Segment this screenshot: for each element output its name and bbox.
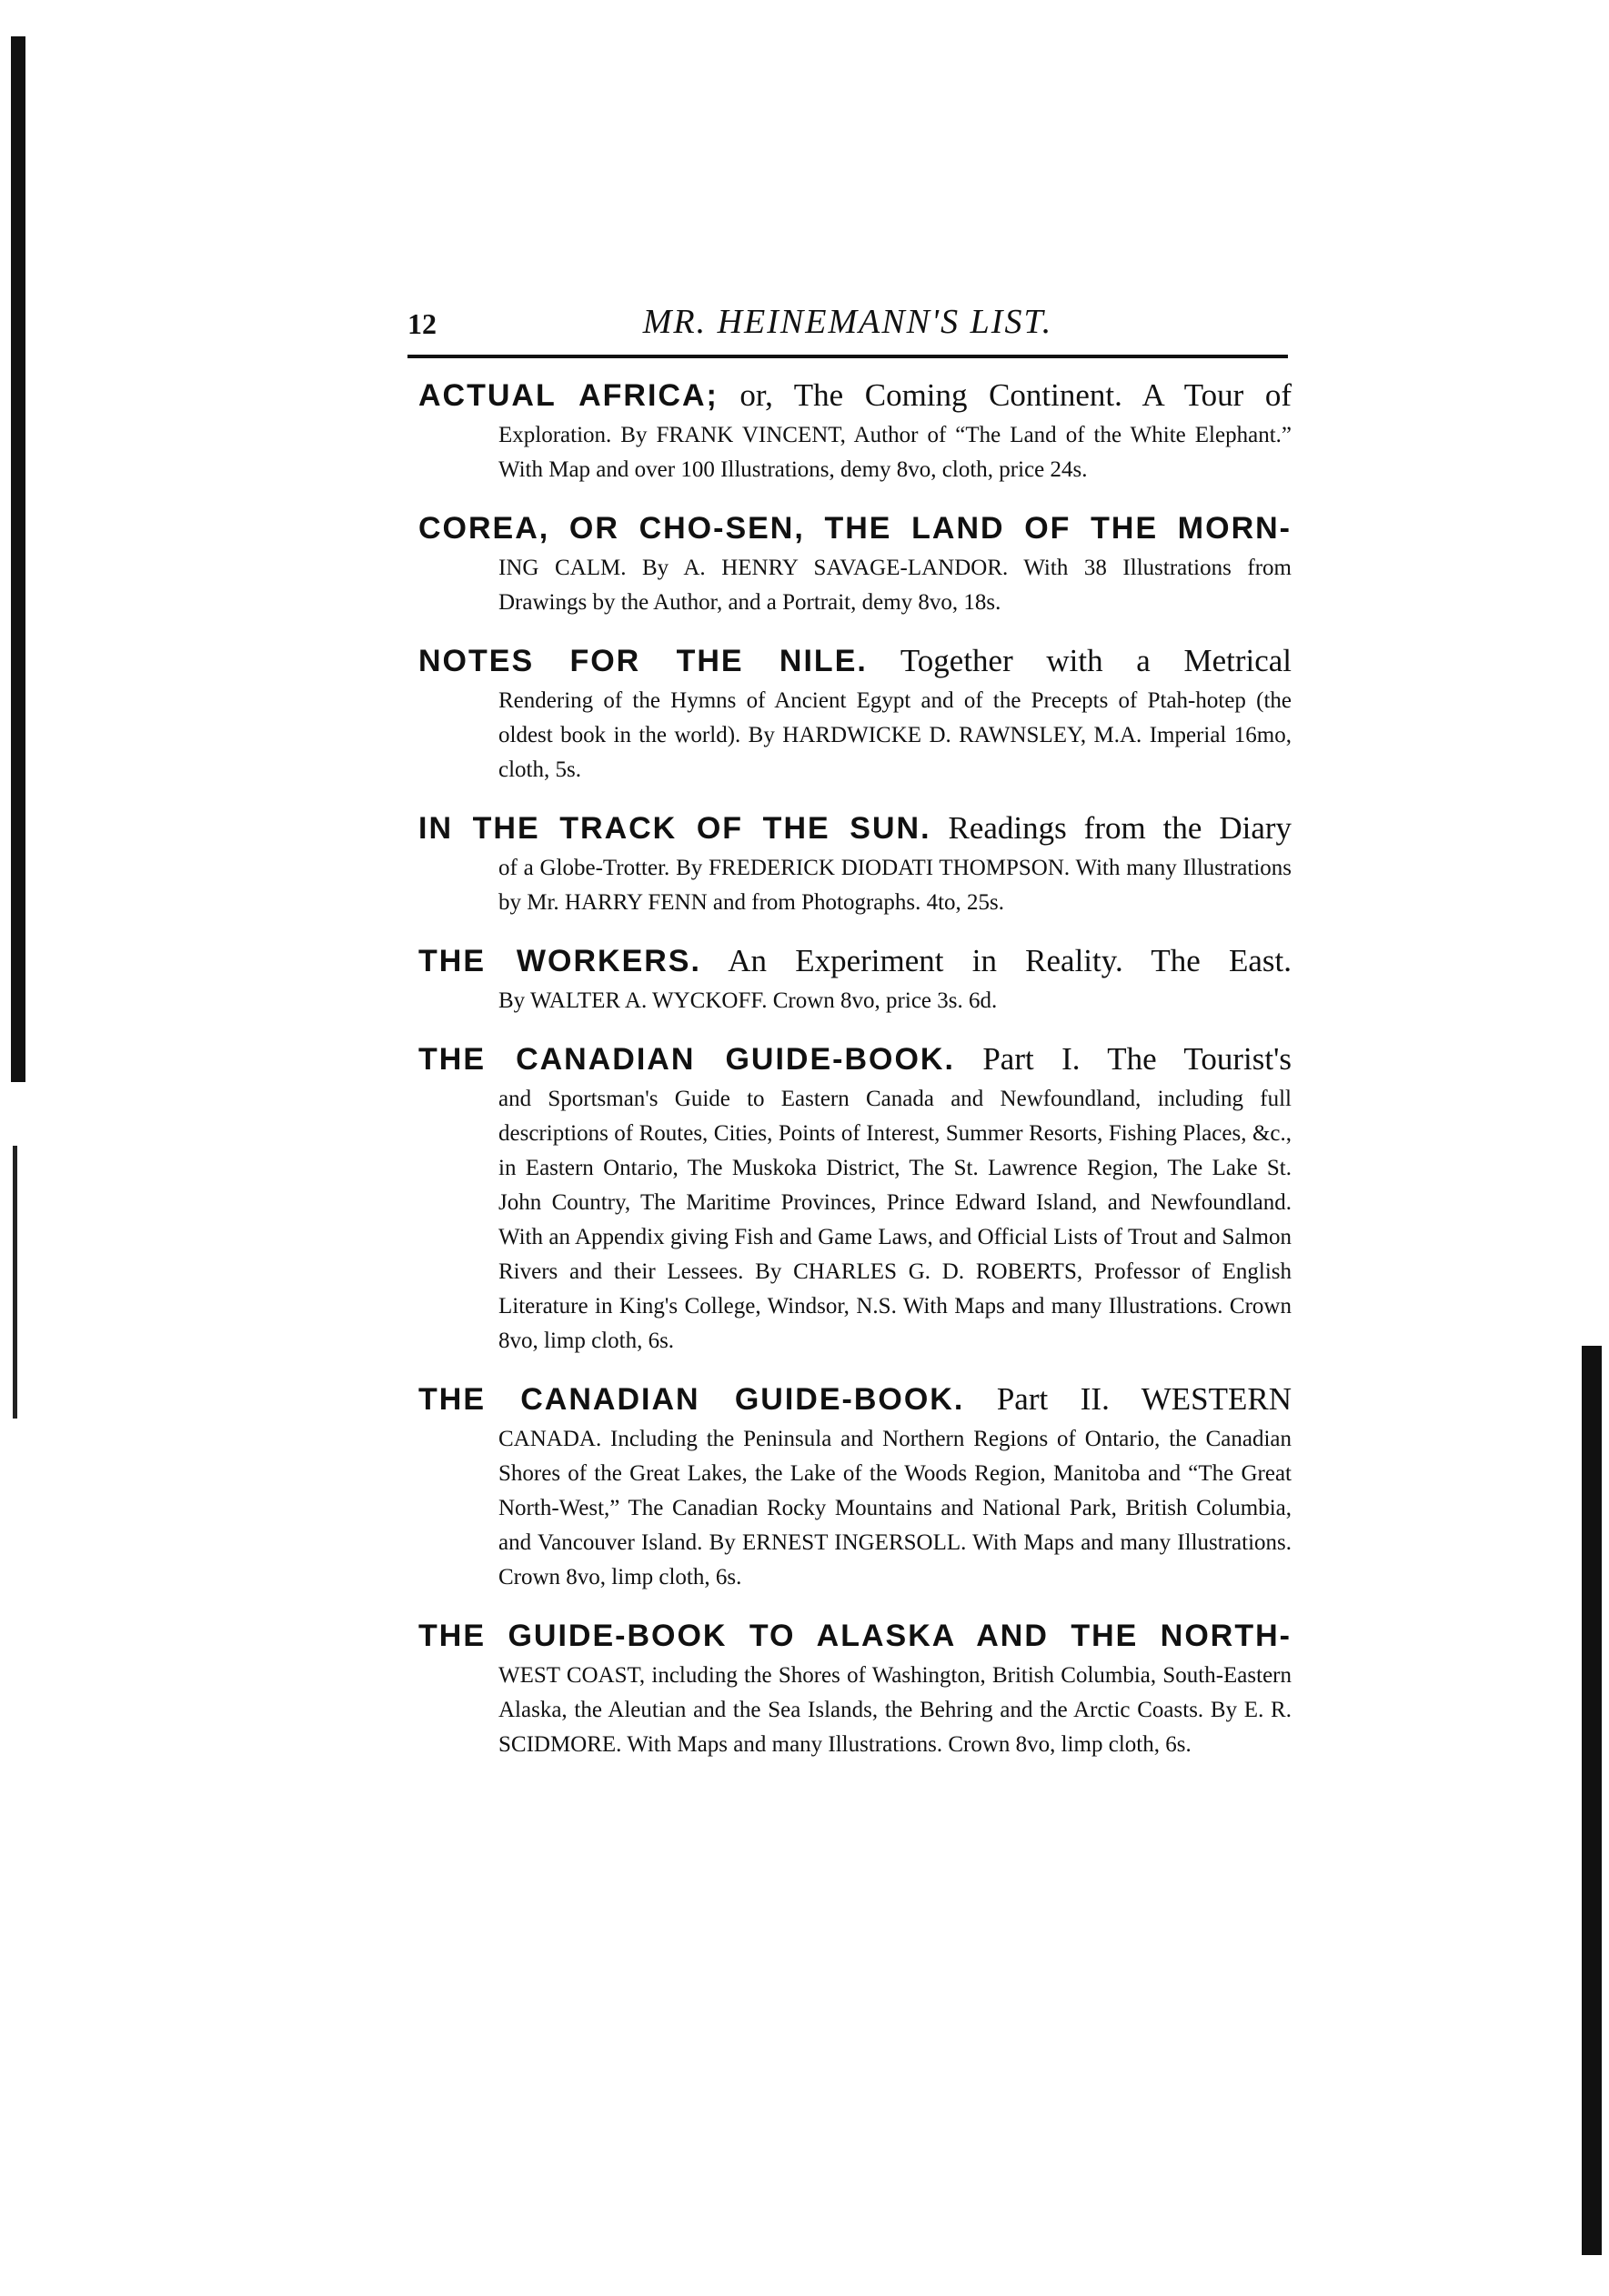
- list-entry: [418, 1377, 1292, 1595]
- entry-title: THE CANADIAN GUIDE-BOOK.: [418, 1042, 955, 1077]
- entry-title: THE CANADIAN GUIDE-BOOK.: [418, 1382, 965, 1417]
- entry-heading: [418, 1613, 1292, 1659]
- page-number: 12: [407, 307, 437, 340]
- entry-subtitle: Together with a Metrical: [900, 643, 1292, 678]
- scan-edge-left: [11, 36, 25, 1082]
- list-entry: [418, 806, 1292, 920]
- entry-title: IN THE TRACK OF THE SUN.: [418, 811, 931, 846]
- list-entry: [418, 638, 1292, 787]
- list-entry: [418, 1037, 1292, 1359]
- entry-heading: [418, 506, 1292, 551]
- entry-description: CANADA. Including the Peninsula and Northern Regions of Ontario, the Canadian Shores of the Great Lakes, the Lake of the Woods Region, Manitoba and “The Great North-West,” The Canadian Rocky Mountains and National Park, British Columbia, and Vancouver Island. By ERNEST INGERSOLL. With Maps and many Illustrations. Crown 8vo, limp cloth, 6s.: [498, 1427, 1292, 1589]
- list-entry: [418, 938, 1292, 1018]
- list-entry: [418, 373, 1292, 487]
- entry-title: THE WORKERS.: [418, 944, 701, 978]
- entry-heading: [418, 1377, 1292, 1422]
- entry-description: of a Globe-Trotter. By FREDERICK DIODATI THOMPSON. With many Illustrations by Mr. HARRY FENN and from Photographs. 4to, 25s.: [498, 856, 1292, 915]
- running-title: MR. HEINEMANN'S LIST.: [642, 303, 1053, 341]
- entry-heading: [418, 806, 1292, 851]
- entry-description: ING CALM. By A. HENRY SAVAGE-LANDOR. With 38 Illustrations from Drawings by the Author, and a Portrait, demy 8vo, 18s.: [498, 556, 1292, 615]
- entry-heading: [418, 373, 1292, 418]
- entry-heading: [418, 638, 1292, 684]
- entry-title: ACTUAL AFRICA;: [418, 378, 719, 413]
- page-header: [407, 300, 1288, 358]
- entry-description: Rendering of the Hymns of Ancient Egypt and of the Precepts of Ptah-hotep (the oldest book in the world). By HARDWICKE D. RAWNSLEY, M.A. Imperial 16mo, cloth, 5s.: [498, 688, 1292, 782]
- entry-heading: [418, 938, 1292, 984]
- list-entry: [418, 506, 1292, 620]
- entry-subtitle: Part I. The Tourist's: [982, 1041, 1292, 1077]
- scan-edge-left-lower: [13, 1146, 17, 1419]
- entry-subtitle: or, The Coming Continent. A Tour of: [739, 377, 1292, 413]
- entry-description: By WALTER A. WYCKOFF. Crown 8vo, price 3s. 6d.: [498, 988, 998, 1013]
- entry-subtitle: Part II. WESTERN: [996, 1381, 1292, 1417]
- list-entry: [418, 1613, 1292, 1762]
- entry-title: COREA, OR CHO-SEN, THE LAND OF THE MORN-: [418, 511, 1292, 546]
- entry-description: Exploration. By FRANK VINCENT, Author of “The Land of the White Elephant.” With Map and over 100 Illustrations, demy 8vo, cloth, price 24s.: [498, 423, 1292, 482]
- entry-subtitle: Readings from the Diary: [948, 810, 1292, 846]
- entry-heading: [418, 1037, 1292, 1082]
- entry-subtitle: An Experiment in Reality. The East.: [728, 943, 1292, 978]
- entry-description: and Sportsman's Guide to Eastern Canada and Newfoundland, including full descriptions of Routes, Cities, Points of Interest, Summer Resorts, Fishing Places, &c., in Eastern Ontario, The Muskoka District, The St. Lawrence Region, The Lake St. John Country, The Maritime Provinces, Prince Edward Island, and Newfoundland. With an Appendix giving Fish and Game Laws, and Official Lists of Trout and Salmon Rivers and their Lessees. By CHARLES G. D. ROBERTS, Professor of English Literature in King's College, Windsor, N.S. With Maps and many Illustrations. Crown 8vo, limp cloth, 6s.: [498, 1087, 1292, 1353]
- book-list: [418, 373, 1292, 1780]
- entry-description: WEST COAST, including the Shores of Washington, British Columbia, South-Eastern Alaska, the Aleutian and the Sea Islands, the Behring and the Arctic Coasts. By E. R. SCIDMORE. With Maps and many Illustrations. Crown 8vo, limp cloth, 6s.: [498, 1663, 1292, 1757]
- scan-edge-right: [1582, 1346, 1602, 2255]
- entry-title: NOTES FOR THE NILE.: [418, 644, 868, 678]
- entry-title: THE GUIDE-BOOK TO ALASKA AND THE NORTH-: [418, 1619, 1292, 1653]
